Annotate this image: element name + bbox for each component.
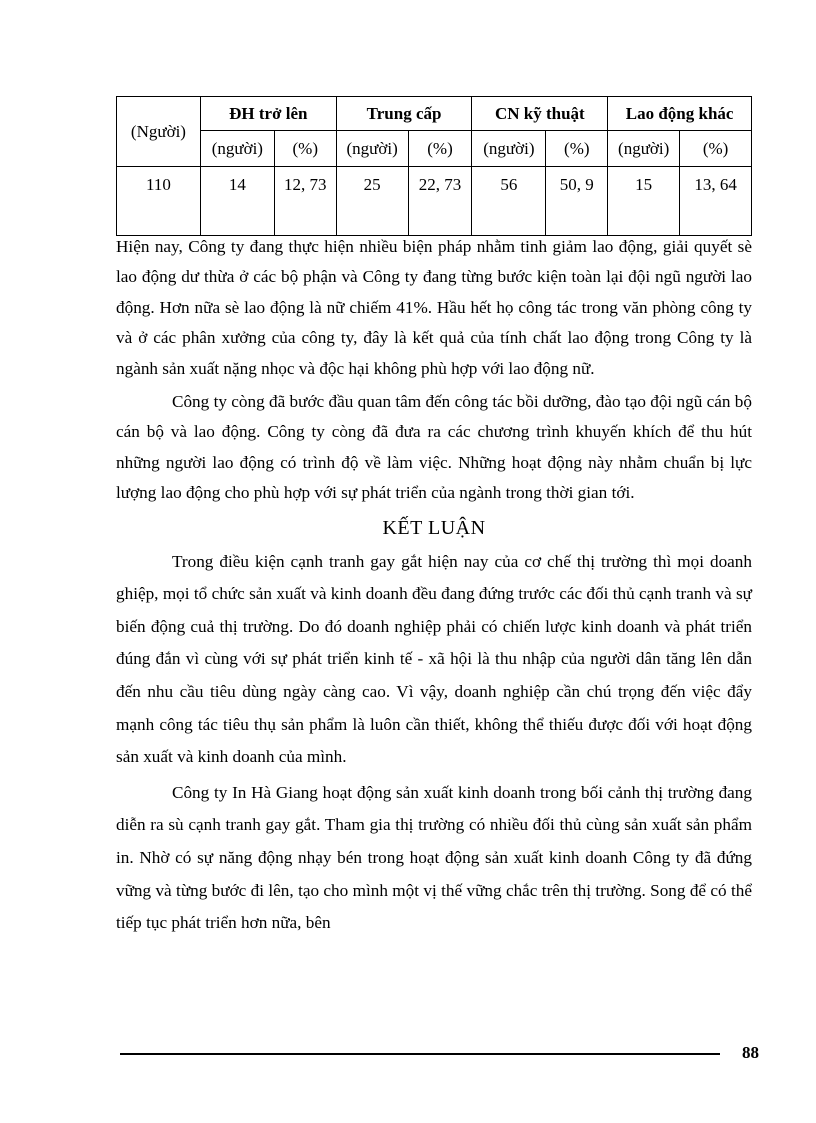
footer-rule (120, 1053, 720, 1055)
table-header-row (117, 97, 752, 131)
group-header: Trung cấp (336, 97, 472, 131)
table-cell: 13, 64 (680, 167, 752, 236)
subheader-cell: (%) (274, 131, 336, 167)
subheader-cell: (%) (680, 131, 752, 167)
table-row (117, 167, 752, 236)
table-cell: 12, 73 (274, 167, 336, 236)
document-body (116, 232, 752, 940)
table-cell: 25 (336, 167, 408, 236)
page-number: 88 (742, 1043, 759, 1062)
group-header: ĐH trở lên (200, 97, 336, 131)
subheader-cell: (người) (472, 131, 546, 167)
conclusion-paragraph: Trong điều kiện cạnh tranh gay gắt hiện nay của cơ chế thị trường thì mọi doanh ghiệp, mọi tổ chức sản xuất và kinh doanh đều đang đứng trước các đối thủ cạnh tranh và sự biến động cuả thị trường. Do đó doanh nghiệp phải có chiến lược kinh doanh và phát triển đúng đắn vì cùng với sự phát triển kinh tế - xã hội là thu nhập của người dân tăng lên dẫn đến nhu cầu tiêu dùng ngày càng cao. Vì vậy, doanh nghiệp cần chú trọng đến việc đẩy mạnh công tác tiêu thụ sản phẩm là luôn cần thiết, không thể thiếu được đối với hoạt động sản xuất và kinh doanh của mình. (116, 551, 752, 767)
conclusion-section (116, 546, 752, 940)
table-subheader-row (117, 131, 752, 167)
subheader-cell: (%) (546, 131, 608, 167)
group-header: Lao động khác (608, 97, 752, 131)
conclusion-heading: KẾT LUẬN (382, 516, 486, 539)
subheader-cell: (người) (608, 131, 680, 167)
staff-qualification-table (116, 96, 752, 236)
body-paragraph: Công ty còng đã bước đầu quan tâm đến công tác bồi dưỡng, đào tạo đội ngũ cán bộ cán bộ và lao động. Công ty còng đã đưa ra các chương trình khuyến khích để thu hút những người lao động có trình độ về làm việc. Những hoạt động này nhằm chuẩn bị lực lượng lao động cho phù hợp với sự phát triển của ngành trong thời gian tới. (116, 392, 752, 503)
subheader-cell: (người) (200, 131, 274, 167)
conclusion-paragraph: Công ty In Hà Giang hoạt động sản xuất kinh doanh trong bối cảnh thị trường đang diễn ra sù cạnh tranh gay gắt. Tham gia thị trường có nhiều đối thủ cùng sản xuất sản phẩm in. Nhờ có sự năng động nhạy bén trong hoạt động sản xuất kinh doanh Công ty đã đứng vững và từng bước đi lên, tạo cho mình một vị thế vững chắc trên thị trường. Song để có thể tiếp tục phát triển hơn nữa, bên (116, 782, 752, 933)
table-cell: 110 (117, 167, 201, 236)
table-cell: 15 (608, 167, 680, 236)
group-header: CN kỹ thuật (472, 97, 608, 131)
table-cell: 14 (200, 167, 274, 236)
subheader-cell: (%) (408, 131, 472, 167)
header-unit: (Người) (117, 97, 201, 167)
table-cell: 22, 73 (408, 167, 472, 236)
table-cell: 50, 9 (546, 167, 608, 236)
subheader-cell: (người) (336, 131, 408, 167)
table-cell: 56 (472, 167, 546, 236)
body-paragraph: Hiện nay, Công ty đang thực hiện nhiều biện pháp nhằm tinh giảm lao động, giải quyết sè lao động dư thừa ở các bộ phận và Công ty đang từng bước kiện toàn lại đội ngũ người lao động. Hơn nữa sè lao động là nữ chiếm 41%. Hầu hết họ công tác trong văn phòng công ty và ở các phân xưởng của công ty, đây là kết quả của tính chất lao động trong Công ty là ngành sản xuất nặng nhọc và độc hại không phù hợp với lao động nữ. (116, 237, 752, 378)
